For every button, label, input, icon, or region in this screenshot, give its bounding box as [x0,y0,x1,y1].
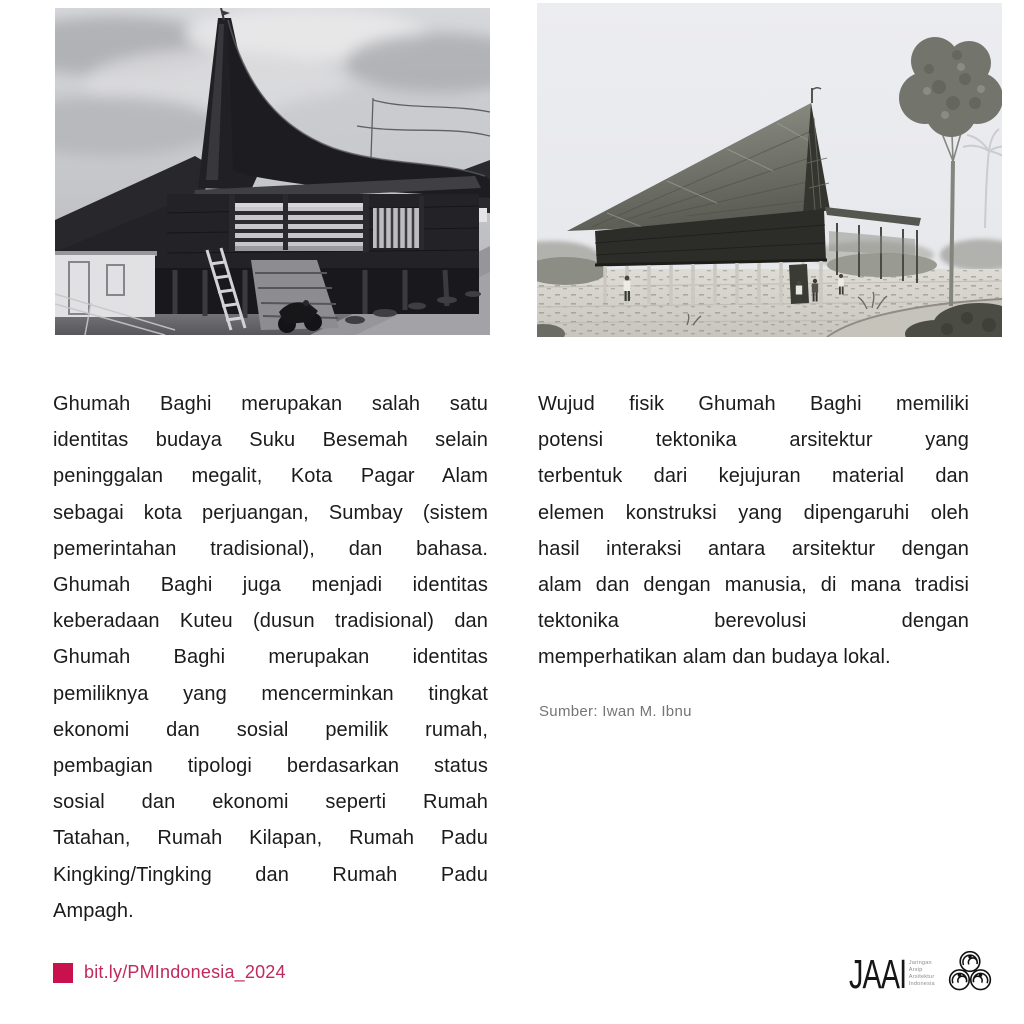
text-line: keberadaan Kuteu (dusun tradisional) dan [53,610,488,633]
jaai-logo-text-line: Jaringan [908,960,932,967]
text-line: Tatahan, Rumah Kilapan, Rumah Padu [53,827,488,850]
jaai-logo-text [909,960,935,988]
photo-source-caption: Sumber: Iwan M. Ibnu [539,703,692,720]
text-line: alam dan dengan manusia, di mana tradisi [538,574,969,597]
jaai-wordmark: JAAI [849,950,907,997]
text-line: sebagai kota perjuangan, Sumbay (sistem [53,501,488,524]
text-line: Ghumah Baghi juga menjadi identitas [53,574,488,597]
jaai-logo [849,948,995,1000]
text-line: Ampagh. [53,899,134,922]
text-line: Kingking/Tingking dan Rumah Padu [53,863,488,886]
footer [53,962,286,983]
text-line: hasil interaksi antara arsitektur dengan [538,537,969,560]
jaai-triple-spiral-icon [945,950,995,998]
jaai-logo-text-line: Arsip [908,967,923,974]
text-line: Ghumah Baghi merupakan salah satu [53,393,488,415]
text-line: pemiliknya yang mencerminkan tingkat [53,682,488,705]
text-line: terbentuk dari kejujuran material dan [538,465,969,488]
text-line: identitas budaya Suku Besemah selain [53,429,488,452]
photo-right-ghumah-baghi-field [537,3,1002,337]
jaai-logo-text-line: Indonesia [908,980,935,987]
text-line: pemerintahan tradisional), dan bahasa. [53,537,488,560]
footer-link[interactable]: bit.ly/PMIndonesia_2024 [84,962,286,982]
text-line: Wujud fisik Ghumah Baghi memiliki [538,393,969,415]
text-line: sosial dan ekonomi seperti Rumah [53,791,488,814]
photo-right-illustration [537,3,1002,337]
photo-left-illustration [55,8,490,335]
photo-left-ghumah-baghi-street [55,8,490,335]
text-line: pembagian tipologi berdasarkan status [53,755,488,778]
accent-square-icon [53,963,73,983]
left-paragraph [53,386,488,929]
text-line: peninggalan megalit, Kota Pagar Alam [53,465,488,488]
text-line: memperhatikan alam dan budaya lokal. [538,646,891,669]
right-paragraph [538,386,969,676]
text-line: elemen konstruksi yang dipengaruhi oleh [538,501,969,524]
jaai-logo-text-line: Arsitektur [908,974,935,980]
text-line: ekonomi dan sosial pemilik rumah, [53,718,488,741]
text-line: Ghumah Baghi merupakan identitas [53,646,488,669]
text-line: potensi tektonika arsitektur yang [538,429,969,452]
text-line: tektonika berevolusi dengan [538,610,969,633]
